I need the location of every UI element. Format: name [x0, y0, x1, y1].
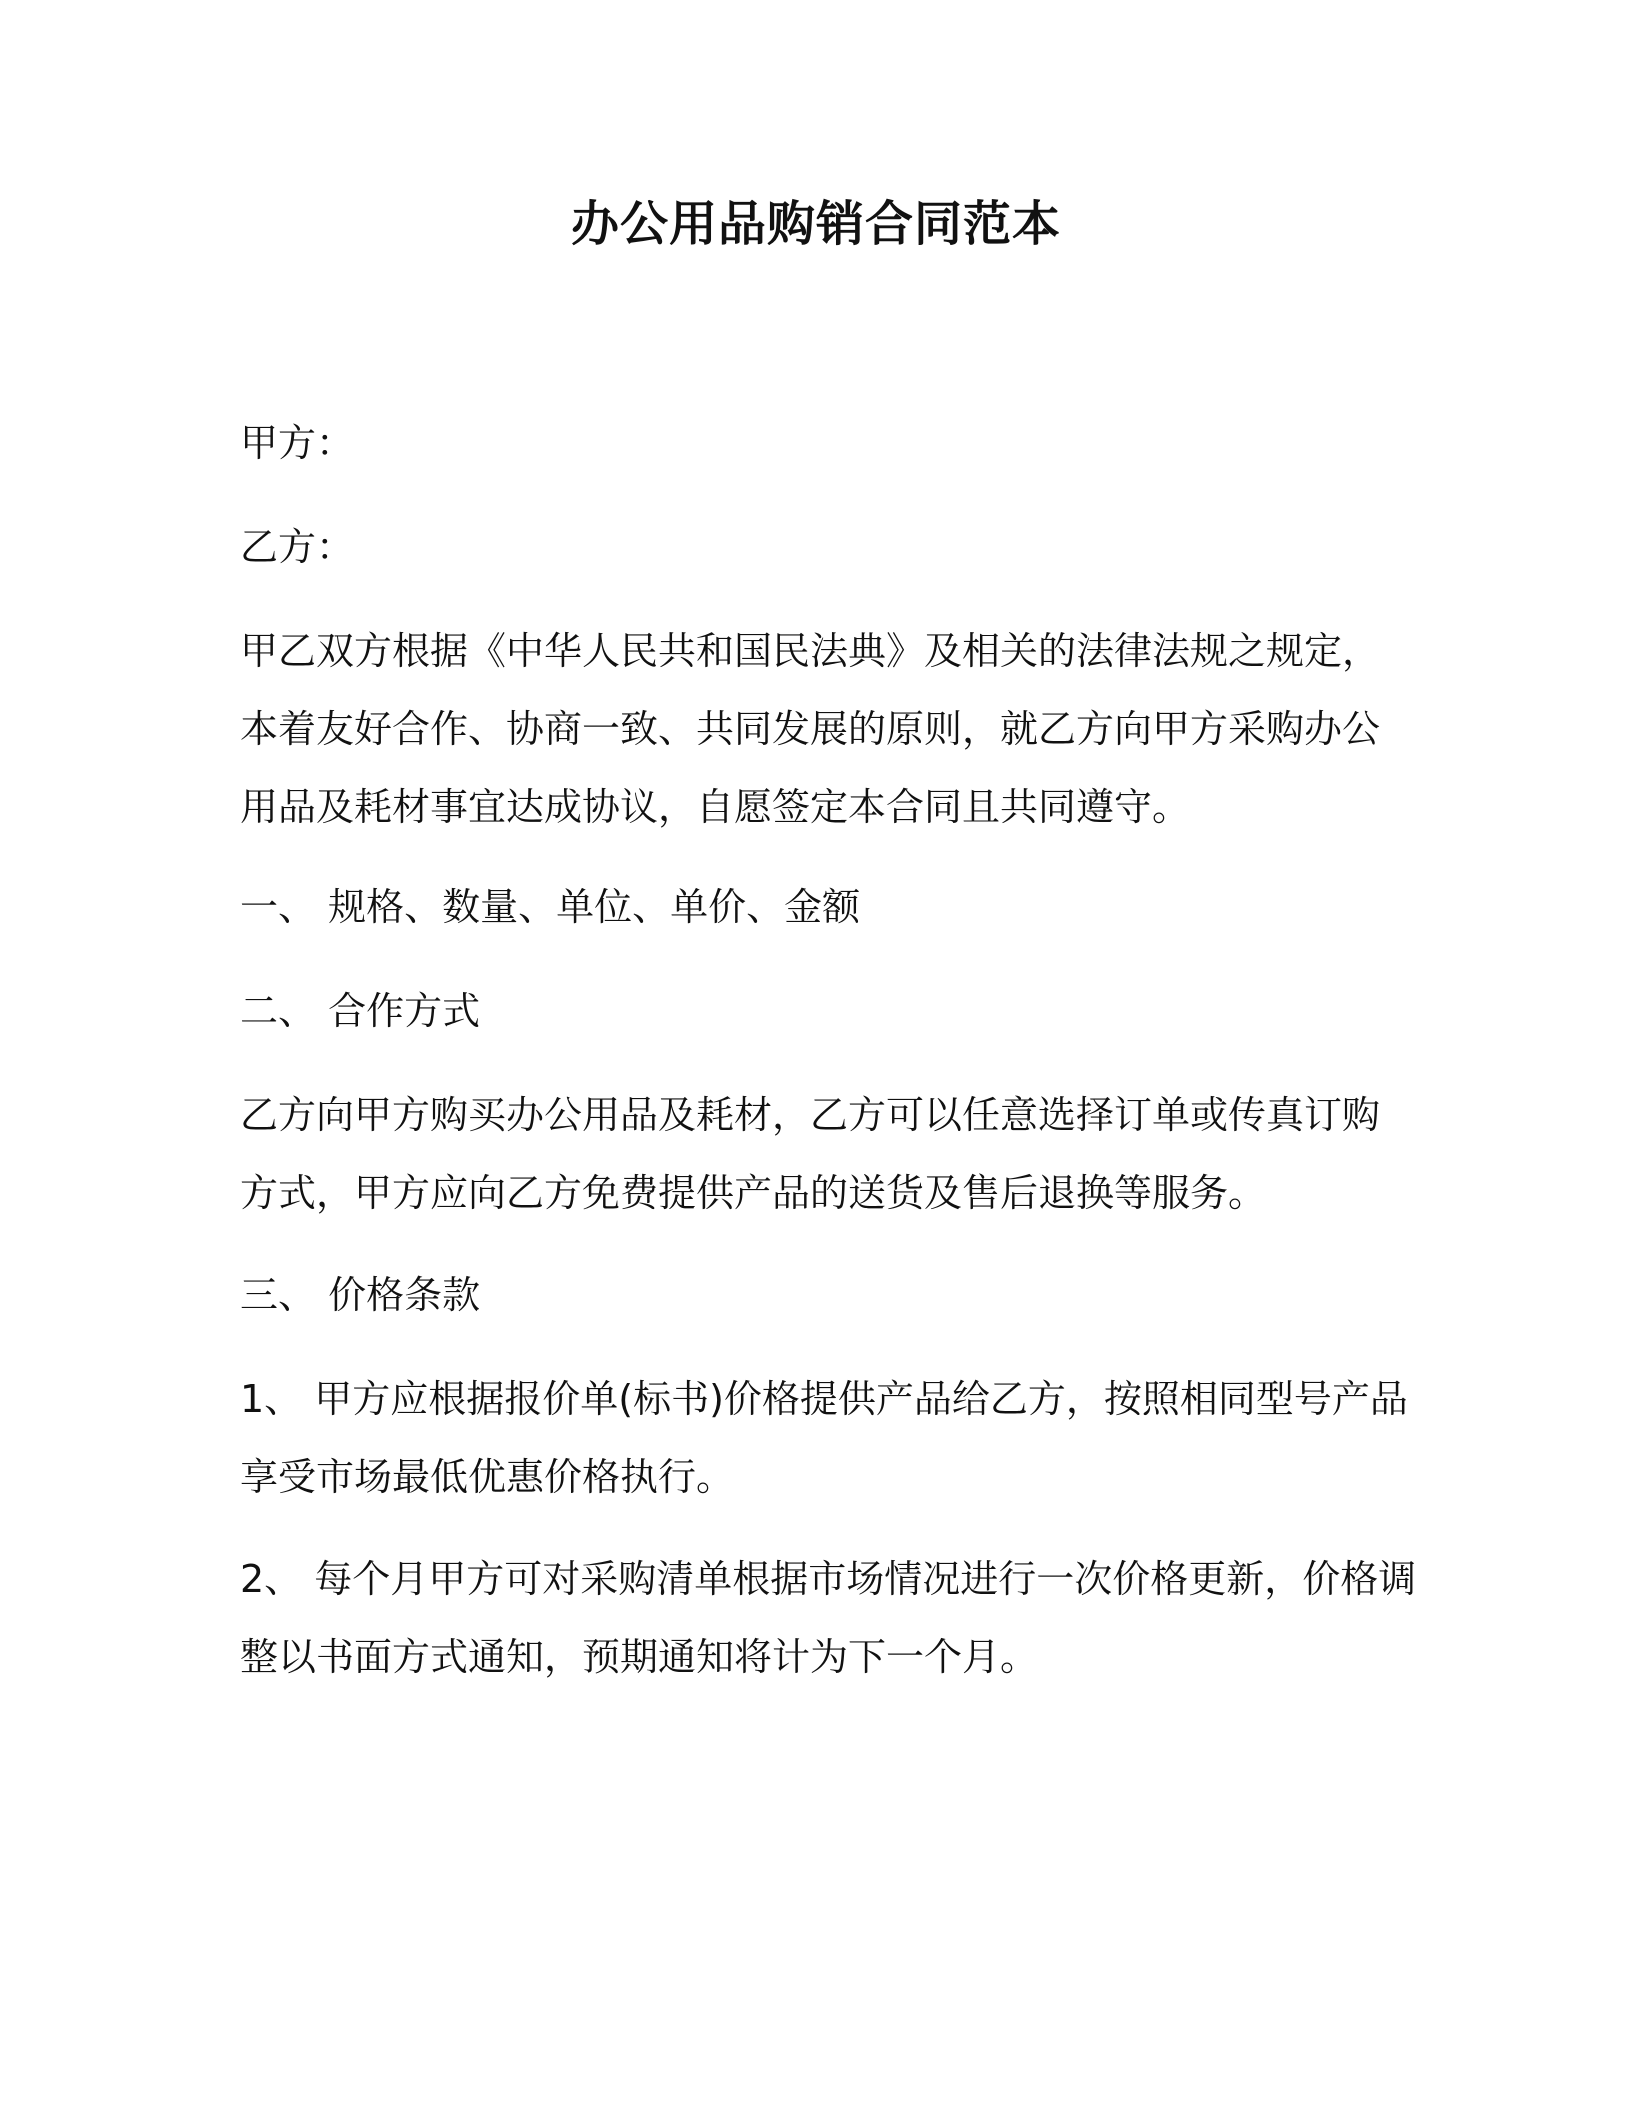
section2-body-line: 方式，甲方应向乙方免费提供产品的送货及售后退换等服务。: [240, 1171, 1267, 1215]
preamble-line: 甲乙双方根据《中华人民共和国民法典》及相关的法律法规之规定，: [240, 629, 1381, 673]
preamble-line: 用品及耗材事宜达成协议，自愿签定本合同且共同遵守。: [240, 785, 1191, 829]
party-b-label: 乙方：: [240, 525, 355, 569]
document-title: 办公用品购销合同范本: [570, 196, 1061, 252]
party-a-label: 甲方：: [240, 421, 355, 465]
clause-2-line: 2、 每个月甲方可对采购清单根据市场情况进行一次价格更新，价格调: [240, 1557, 1417, 1601]
clause-2-line: 整以书面方式通知，预期通知将计为下一个月。: [240, 1635, 1039, 1679]
section2-body: [240, 1076, 1400, 1232]
section2-heading: 二、 合作方式: [240, 989, 481, 1033]
clause-1-line: 1、 甲方应根据报价单(标书)价格提供产品给乙方，按照相同型号产品: [240, 1377, 1408, 1421]
section3-heading: 三、 价格条款: [240, 1273, 481, 1317]
preamble-line: 本着友好合作、协商一致、共同发展的原则，就乙方向甲方采购办公: [240, 707, 1381, 751]
section2-body-line: 乙方向甲方购买办公用品及耗材，乙方可以任意选择订单或传真订购: [240, 1093, 1381, 1137]
section1-heading: 一、 规格、数量、单位、单价、金额: [240, 885, 861, 929]
section3-clause-1: [240, 1360, 1408, 1516]
preamble-paragraph: [240, 612, 1400, 846]
section3-clause-2: [240, 1540, 1417, 1696]
clause-1-line: 享受市场最低优惠价格执行。: [240, 1455, 735, 1499]
